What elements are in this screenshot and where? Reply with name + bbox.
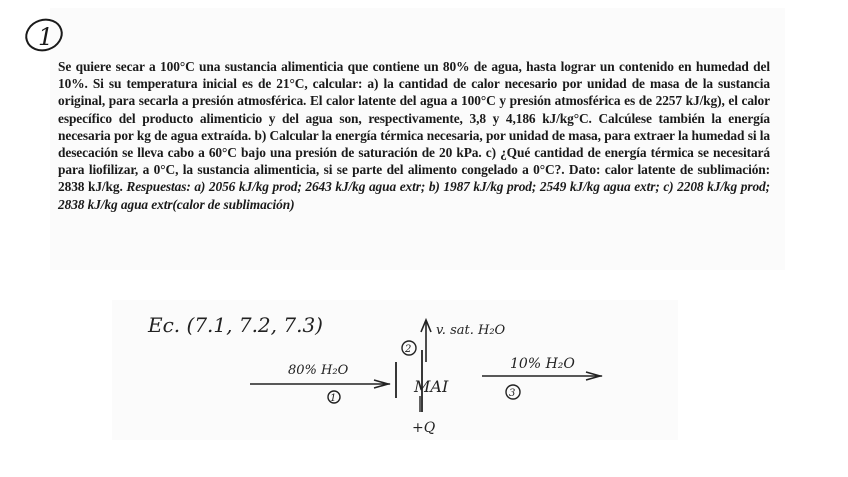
node-2-label: 2 [405,344,412,355]
problem-statement-block [58,58,770,213]
heat-label: +Q [412,420,436,436]
node-1-label: 1 [330,393,337,404]
inlet-label: 80% H₂O [288,363,349,378]
dryer-label: MAI [414,377,449,396]
process-sketch [112,300,678,440]
problem-answers: Respuestas: a) 2056 kJ/kg prod; 2643 kJ/kg agua extr; b) 1987 kJ/kg prod; 2549 kJ/kg agua extr; c) 2208 kJ/kg prod; 2838 kJ/kg agua extr(calor de sublimación) [58,179,770,212]
problem-number-circle [22,14,66,54]
outlet-label: 10% H₂O [510,356,575,372]
problem-statement: Se quiere secar a 100°C una sustancia alimenticia que contiene un 80% de agua, hasta lograr un contenido en humedad del 10%. Si su temperatura inicial es de 21°C, calcular: a) la cantidad de calor necesario por unidad de masa de la sustancia original, para secarla a presión atmosférica. El calor latente del agua a 100°C y presión atmosférica es de 2257 kJ/kg), el calor específico del producto alimenticio y del agua son, respectivamente, 3,8 y 4,186 kJ/kg°C. Calcúlese también la energía necesaria por kg de agua extraída. b) Calcular la energía térmica necesaria, por unidad de masa, para extraer la humedad si la desecación se lleva cabo a 60°C bajo una presión de saturación de 20 kPa. c) ¿Qué cantidad de energía térmica se necesitará para liofilizar, a 0°C, la sustancia alimenticia, si se parte del alimento congelado a 0°C?. Dato: calor latente de sublimación: 2838 kJ/kg. [58,59,770,195]
sketch-title: Ec. (7.1, 7.2, 7.3) [148,313,323,337]
vapor-label: v. sat. H₂O [436,323,506,338]
node-3-label: 3 [509,388,516,399]
problem-number: 1 [38,23,54,51]
